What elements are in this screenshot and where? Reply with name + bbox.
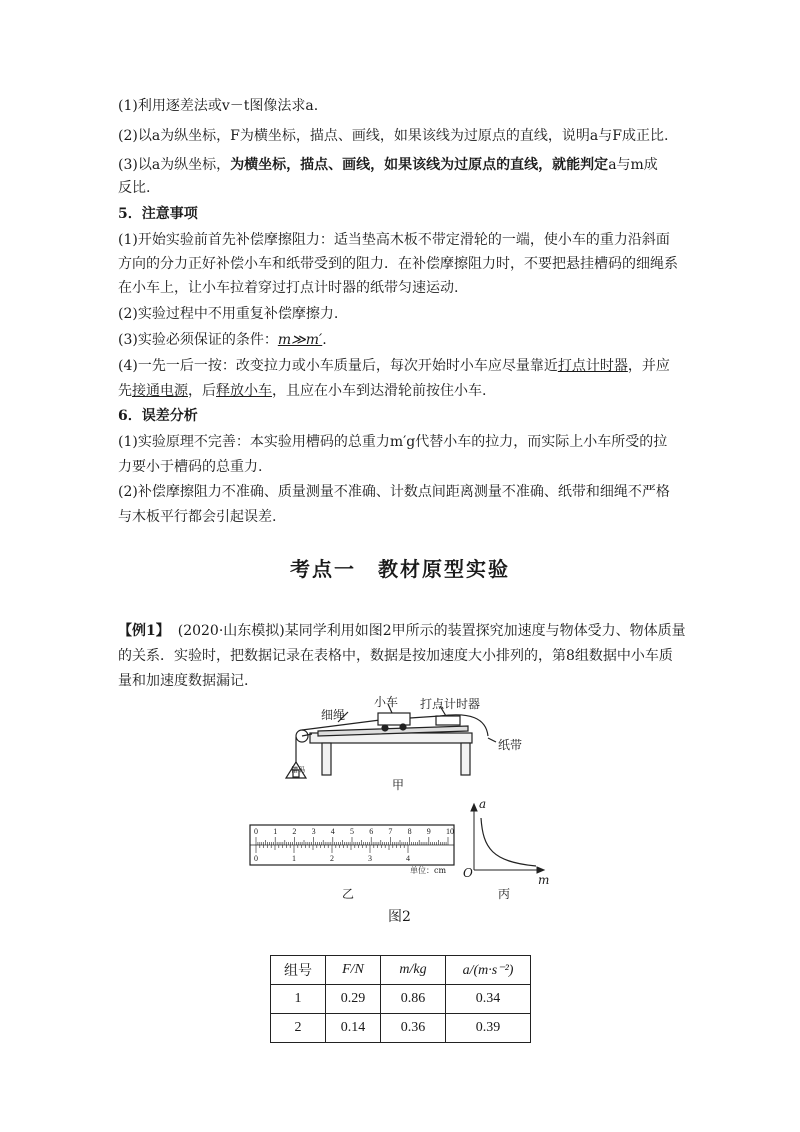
header-accel: a/(m·s⁻²) xyxy=(446,956,531,985)
note-2: (2)实验过程中不用重复补偿摩擦力. xyxy=(118,306,339,322)
note-4-text: (4)一先一后一按：改变拉力或小车质量后，每次开始时小车应尽量靠近 xyxy=(118,358,558,374)
header-group: 组号 xyxy=(271,956,326,985)
note-4c-a: 先 xyxy=(118,383,132,399)
example-line-2: 的关系．实验时，把数据记录在表格中，数据是按加速度大小排列的，第8组数据中小车质 xyxy=(118,648,673,664)
ruler-label-top: 5 xyxy=(350,827,354,836)
section-heading: 考点一 教材原型实验 xyxy=(290,557,510,581)
section-5-heading: 5．注意事项 xyxy=(118,206,198,222)
ruler-label-top: 2 xyxy=(292,827,297,836)
ruler-label-top: 10 xyxy=(446,827,454,836)
label-weight: 槽码 xyxy=(291,766,305,774)
header-force: F/N xyxy=(326,956,381,985)
subfig-yi: 乙 xyxy=(342,887,355,901)
leader-tape xyxy=(488,738,496,742)
apparatus-jia xyxy=(286,704,496,778)
label-cart: 小车 xyxy=(374,695,399,709)
method-3-part-b: 为横坐标，描点、画线，如果该线为过原点的直线，就能判定 xyxy=(230,157,609,173)
condition-fill: m≫m′ xyxy=(277,332,323,348)
note-1: (1)开始实验前首先补偿摩擦阻力：适当垫高木板不带定滑轮的一端，使小车的重力沿斜面 xyxy=(118,232,670,248)
cell-mass: 0.36 xyxy=(381,1014,446,1043)
table-leg-right xyxy=(461,743,470,775)
label-rope: 细绳 xyxy=(321,708,346,722)
ruler-label-top: 4 xyxy=(330,827,335,836)
figure-caption: 图2 xyxy=(388,909,411,925)
ruler-label-top: 7 xyxy=(388,827,393,836)
ruler-label-top: 1 xyxy=(273,827,278,836)
cart-wheel-right xyxy=(400,724,406,730)
subfig-jia: 甲 xyxy=(392,778,405,792)
graph-origin: O xyxy=(463,866,473,880)
table-leg-left xyxy=(322,743,331,775)
graph-y-arrow xyxy=(471,804,477,811)
note-3-text: (3)实验必须保证的条件： xyxy=(118,332,278,348)
cell-group: 1 xyxy=(271,985,326,1014)
header-mass: m/kg xyxy=(381,956,446,985)
error-1: (1)实验原理不完善：本实验用槽码的总重力m′g代替小车的拉力，而实际上小车所受的拉 xyxy=(118,434,668,450)
example-line-3: 量和加速度数据漏记. xyxy=(118,673,249,689)
graph-y-label: a xyxy=(479,797,487,811)
ruler-label-bottom: 1 xyxy=(292,854,296,863)
table-row xyxy=(271,1014,531,1043)
ruler-label-top: 8 xyxy=(407,827,412,836)
timer xyxy=(436,716,460,725)
graph-x-label: m xyxy=(538,873,550,887)
ruler-label-bottom: 3 xyxy=(368,854,372,863)
data-table xyxy=(270,955,531,1043)
note-4c-e: ，且应在小车到达滑轮前按住小车. xyxy=(272,383,487,399)
ruler-label-top: 0 xyxy=(254,827,258,836)
ruler-yi xyxy=(250,825,454,865)
ruler-unit: 单位：cm xyxy=(410,866,447,875)
error-1-cont: 力要小于槽码的总重力. xyxy=(118,459,263,475)
power-fill: 接通电源 xyxy=(132,383,188,399)
cell-accel: 0.34 xyxy=(446,985,531,1014)
method-1: (1)利用逐差法或v－t图像法求a. xyxy=(118,98,319,114)
example-text-1: (2020·山东模拟)某同学利用如图2甲所示的装置探究加速度与物体受力、物体质量 xyxy=(177,623,686,639)
method-3-cont: 反比. xyxy=(118,180,151,196)
release-fill: 释放小车 xyxy=(216,383,272,399)
note-3-end: . xyxy=(322,332,327,348)
subfig-bing: 丙 xyxy=(498,887,511,901)
note-1-cont-b: 在小车上，让小车拉着穿过打点计时器的纸带匀速运动. xyxy=(118,280,459,296)
label-tape: 纸带 xyxy=(498,738,523,752)
graph-bing xyxy=(471,804,544,873)
label-timer: 打点计时器 xyxy=(420,697,481,711)
method-3-part-a: (3)以a为纵坐标， xyxy=(118,157,231,173)
cell-mass: 0.86 xyxy=(381,985,446,1014)
ruler-label-bottom: 0 xyxy=(254,854,258,863)
note-4-end: ，并应 xyxy=(627,358,670,374)
cell-force: 0.14 xyxy=(326,1014,381,1043)
error-2-cont: 与木板平行都会引起误差. xyxy=(118,509,277,525)
cell-force: 0.29 xyxy=(326,985,381,1014)
graph-curve xyxy=(481,818,536,866)
note-4c-c: ，后 xyxy=(188,383,216,399)
example-tag: 【例1】 xyxy=(118,623,170,639)
cell-group: 2 xyxy=(271,1014,326,1043)
method-2: (2)以a为纵坐标，F为横坐标，描点、画线，如果该线为过原点的直线，说明a与F成正比. xyxy=(118,128,669,144)
timer-fill: 打点计时器 xyxy=(557,358,628,374)
ruler-label-bottom: 4 xyxy=(406,854,410,863)
ruler-label-top: 6 xyxy=(369,827,374,836)
cell-accel: 0.39 xyxy=(446,1014,531,1043)
section-6-heading: 6．误差分析 xyxy=(118,408,198,424)
cart xyxy=(378,713,410,725)
table-row xyxy=(271,985,531,1014)
ruler-label-top: 9 xyxy=(426,827,431,836)
note-1-cont-a: 方向的分力正好补偿小车和纸带受到的阻力．在补偿摩擦阻力时，不要把悬挂槽码的细绳系 xyxy=(118,256,678,272)
table-header-row xyxy=(271,956,531,985)
ruler-label-top: 3 xyxy=(311,827,316,836)
ruler-label-bottom: 2 xyxy=(330,854,334,863)
cart-wheel-left xyxy=(382,725,388,731)
error-2: (2)补偿摩擦阻力不准确、质量测量不准确、计数点间距离测量不准确、纸带和细绳不严格 xyxy=(118,484,670,500)
method-3-part-c: a与m成 xyxy=(608,157,658,173)
